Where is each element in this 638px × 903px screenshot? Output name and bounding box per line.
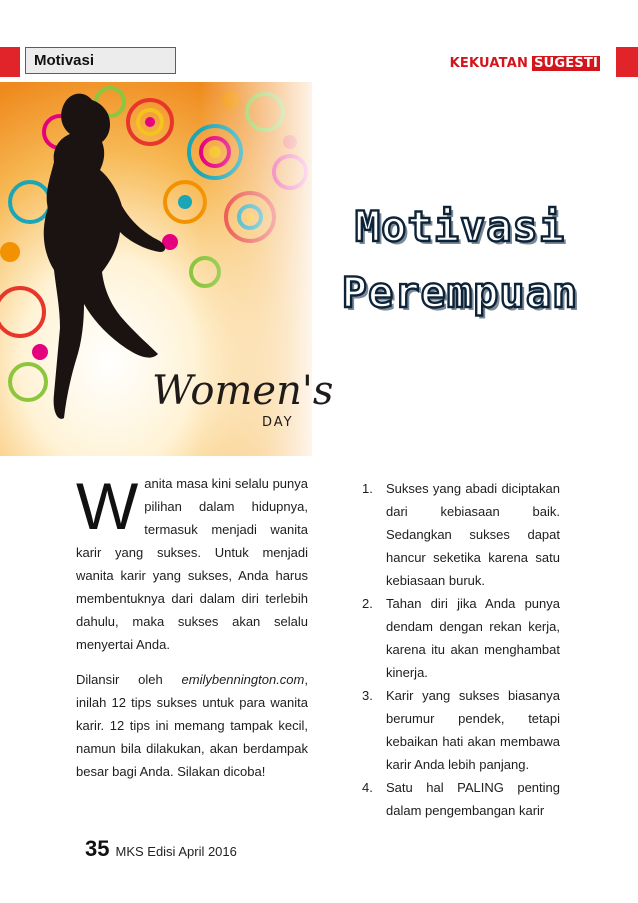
page-footer (85, 836, 237, 862)
section-label: Motivasi (34, 52, 95, 69)
intro-column (76, 469, 308, 795)
rubric-title (450, 56, 600, 71)
tip-item (362, 776, 560, 822)
source-link[interactable]: emilybennington.com (181, 672, 305, 687)
tips-column (362, 477, 560, 822)
header-right-accent (616, 47, 638, 77)
tip-text: Sukses yang abadi diciptakan dari kebiasaan baik. Sedangkan sukses dapat hancur seketika karena satu kebiasaan buruk. (386, 481, 560, 588)
intro-text-2-prefix: Dilansir oleh (76, 672, 182, 687)
tip-text: Karir yang sukses biasanya berumur pendek, tetapi kebaikan hati akan membawa karir Anda lebih panjang. (386, 688, 560, 772)
header-left-accent (0, 47, 20, 77)
tip-item (362, 684, 560, 776)
edition-label: MKS Edisi April 2016 (115, 844, 237, 859)
intro-paragraph-1 (76, 469, 308, 656)
tip-text: Tahan diri jika Anda punya dendam dengan rekan kerja, karena itu akan menghambat kinerja. (386, 596, 560, 680)
dropcap: W (76, 469, 139, 543)
tip-number: 3. (362, 688, 373, 703)
intro-text-2-rest: , inilah 12 tips sukses untuk para wanita karir. 12 tips ini memang tampak kecil, namun bila dilakukan, akan berdampak besar bagi Anda. Silakan dicoba! (76, 672, 308, 779)
hero-caption-b: DAY (262, 415, 294, 430)
hero-caption-a: Women's (152, 368, 334, 414)
tip-number: 1. (362, 481, 373, 496)
section-label-box (25, 47, 176, 74)
intro-text-1: anita masa kini selalu punya pilihan dalam hidupnya, termasuk menjadi wanita karir yang sukses. Untuk menjadi wanita karir yang sukses, Anda harus membentuknya dari dalam diri terlebih dahulu, maka sukses akan selalu menyertai Anda. (76, 476, 308, 652)
rubric-title-a: KEKUATAN (449, 56, 529, 71)
tip-item (362, 477, 560, 592)
tip-number: 2. (362, 596, 373, 611)
tip-number: 4. (362, 780, 373, 795)
intro-paragraph-2 (76, 668, 308, 783)
tip-text: Satu hal PALING penting dalam pengembangan karir (386, 780, 560, 818)
tip-item (362, 592, 560, 684)
page-number: 35 (85, 836, 110, 861)
article-title-line2: Perempuan (341, 268, 579, 317)
rubric-title-b: SUGESTI (534, 56, 598, 71)
article-title-line1: Motivasi (354, 202, 566, 251)
hero-image (0, 82, 334, 456)
tips-list (362, 477, 560, 822)
